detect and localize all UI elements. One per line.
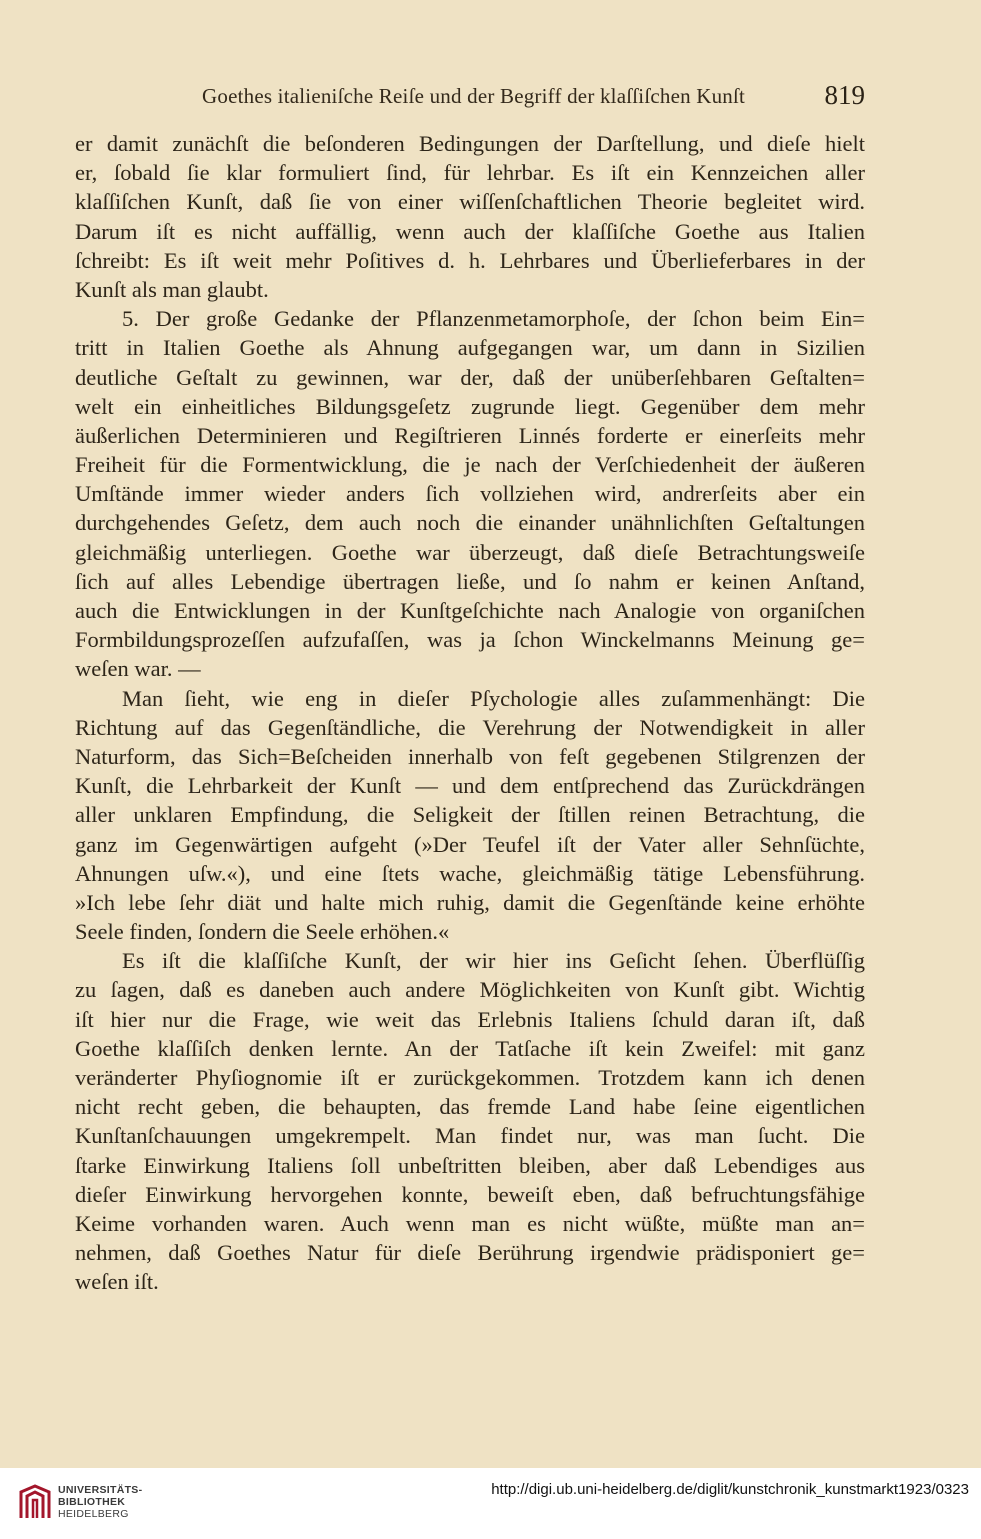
logo-line: HEIDELBERG: [58, 1508, 129, 1521]
text-line: Kunſt, die Lehrbarkeit der Kunſt — und dem entſprechend das Zurückdrängen: [75, 773, 865, 799]
text-line: Naturform, das Sich=Beſcheiden innerhalb von feſt gegebenen Stilgrenzen der: [75, 743, 865, 769]
text-line: Seele finden, ſondern die Seele erhöhen.«: [75, 919, 450, 945]
running-head: [75, 80, 865, 118]
text-line: »Ich lebe ſehr diät und halte mich ruhig, damit die Gegenſtände keine erhöhte: [75, 889, 865, 915]
running-title: Goethes italieniſche Reiſe und der Begriff der klaſſiſchen Kunſt: [202, 84, 746, 108]
text-line: ganz im Gegenwärtigen aufgeht (»Der Teufel iſt der Vater aller Sehnſüchte,: [75, 831, 865, 857]
text-line: Freiheit für die Formentwicklung, die je nach der Verſchiedenheit der äußeren: [75, 452, 865, 478]
text-line: Goethe klaſſiſch denken lernte. An der Tatſache iſt kein Zweifel: mit ganz: [75, 1035, 865, 1061]
text-line: Es iſt die klaſſiſche Kunſt, der wir hier ins Geſicht ſehen. Überflüſſig: [122, 948, 865, 974]
text-line: nehmen, daß Goethes Natur für dieſe Berührung irgendwie prädisponiert ge=: [75, 1240, 865, 1266]
text-line: durchgehendes Geſetz, dem auch noch die einander unähnlichſten Geſtaltungen: [75, 510, 865, 536]
text-line: Kunſt als man glaubt.: [75, 276, 269, 302]
text-line: er, ſobald ſie klar formuliert ſind, für lehrbar. Es iſt ein Kennzeichen aller: [75, 160, 865, 186]
text-line: weſen iſt.: [75, 1269, 159, 1295]
text-line: Richtung auf das Gegenſtändliche, die Verehrung der Notwendigkeit in aller: [75, 714, 865, 740]
text-line: gleichmäßig unterliegen. Goethe war überzeugt, daß dieſe Betrachtungsweiſe: [75, 539, 865, 565]
text-line: Darum iſt es nicht auffällig, wenn auch der klaſſiſche Goethe aus Italien: [75, 218, 865, 244]
text-line: aller unklaren Empfindung, die Seligkeit der ſtillen reinen Betrachtung, die: [75, 802, 865, 828]
text-line: veränderter Phyſiognomie iſt er zurückgekommen. Trotzdem kann ich denen: [75, 1065, 865, 1090]
text-line: 5. Der große Gedanke der Pflanzenmetamorphoſe, der ſchon beim Ein=: [122, 306, 865, 332]
body-text: [75, 129, 865, 1297]
text-line: Ahnungen uſw.«), und eine ſtets wache, gleichmäßig tätige Lebensführung.: [75, 860, 865, 886]
text-line: ſich auf alles Lebendige übertragen ließe, und ſo nahm er keinen Anſtand,: [75, 568, 865, 594]
text-line: deutliche Geſtalt zu gewinnen, war der, daß der unüberſehbaren Geſtalten=: [75, 364, 865, 390]
page-number: 819: [824, 80, 865, 110]
text-line: ſchreibt: Es iſt weit mehr Poſitives d. h. Lehrbares und Überlieferbares in der: [75, 247, 865, 273]
text-line: auch die Entwicklungen in der Kunſtgeſchichte nach Analogie von organiſchen: [75, 598, 865, 623]
text-line: zu ſagen, daß es daneben auch andere Möglichkeiten von Kunſt gibt. Wichtig: [75, 977, 865, 1003]
viewer-footer: [0, 1468, 981, 1539]
logo-line: UNIVERSITÄTS-: [58, 1484, 143, 1496]
text-line: Man ſieht, wie eng in dieſer Pſychologie alles zuſammenhängt: Die: [122, 685, 865, 711]
text-line: klaſſiſchen Kunſt, daß ſie von einer wiſſenſchaftlichen Theorie begleitet wird.: [75, 189, 865, 215]
logo-line: BIBLIOTHEK: [58, 1496, 126, 1509]
text-line: weſen war. —: [75, 656, 201, 682]
source-url-link[interactable]: http://digi.ub.uni-heidelberg.de/diglit/kunstchronik_kunstmarkt1923/0323: [491, 1481, 969, 1498]
text-line: nicht recht geben, die behaupten, das fremde Land habe ſeine eigentlichen: [75, 1094, 865, 1120]
text-line: dieſer Einwirkung hervorgehen konnte, beweiſt eben, daß befruchtungsfähige: [75, 1181, 865, 1207]
library-logo-icon: [18, 1482, 52, 1522]
text-line: Formbildungsprozeſſen aufzufaſſen, was ja ſchon Winckelmanns Meinung ge=: [75, 627, 865, 653]
text-line: welt ein einheitliches Bildungsgeſetz zugrunde liegt. Gegenüber dem mehr: [75, 393, 865, 419]
text-line: er damit zunächſt die beſonderen Bedingungen der Darſtellung, und dieſe hielt: [75, 131, 865, 156]
text-line: Kunſtanſchauungen umgekrempelt. Man findet nur, was man ſucht. Die: [75, 1123, 865, 1149]
text-line: äußerlichen Determinieren und Regiſtrieren Linnés forderte er einerſeits mehr: [75, 422, 865, 448]
text-line: tritt in Italien Goethe als Ahnung aufgegangen war, um dann in Sizilien: [75, 335, 865, 361]
text-line: Umſtände immer wieder anders ſich vollziehen wird, andrerſeits aber ein: [75, 481, 865, 507]
text-line: ſtarke Einwirkung Italiens ſoll unbeſtritten bleiben, aber daß Lebendiges aus: [75, 1152, 865, 1178]
text-line: Keime vorhanden waren. Auch wenn man es nicht wüßte, müßte man an=: [75, 1210, 865, 1236]
text-line: iſt hier nur die Frage, wie weit das Erlebnis Italiens ſchuld daran iſt, daß: [75, 1006, 865, 1032]
library-logo-text: [58, 1484, 142, 1521]
